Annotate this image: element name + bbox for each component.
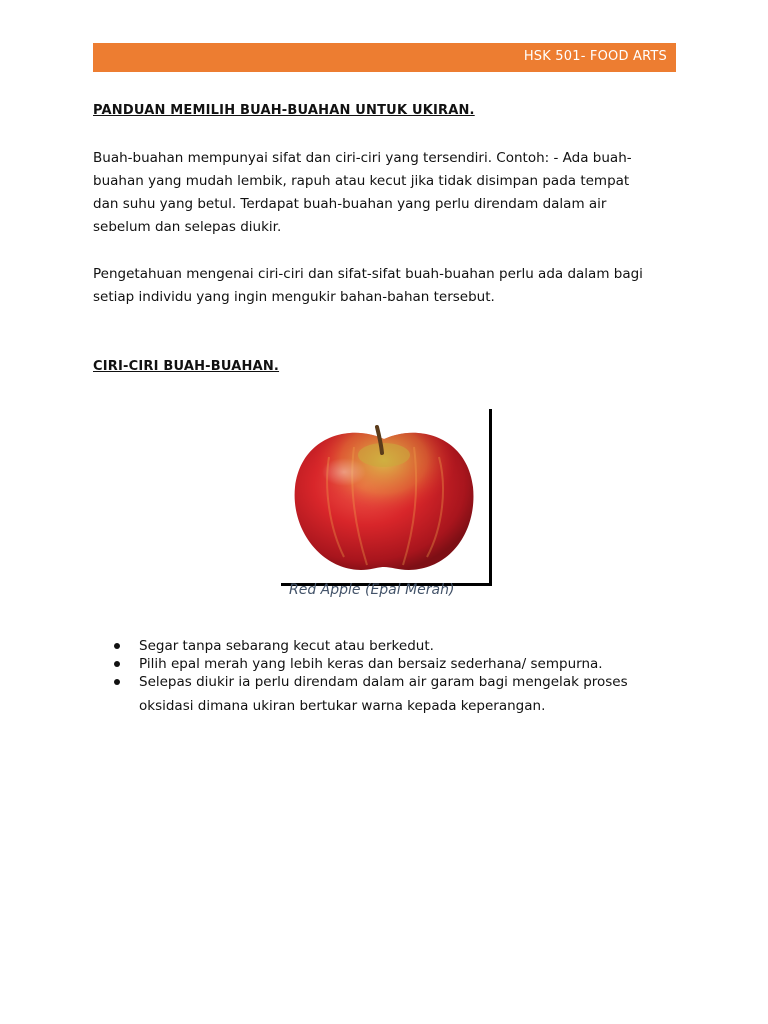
bullet-icon: [114, 643, 120, 649]
paragraph-knowledge: [93, 263, 683, 309]
paragraph-line: dan suhu yang betul. Terdapat buah-buahan yang perlu direndam dalam air: [93, 196, 607, 212]
list-item: [114, 637, 674, 655]
bullet-icon: [114, 661, 120, 667]
header-bar: [93, 43, 676, 72]
list-item-text: Selepas diukir ia perlu direndam dalam air garam bagi mengelak proses: [139, 674, 628, 690]
apple-figure: [281, 409, 491, 585]
characteristics-list: [114, 637, 674, 715]
list-item-text: oksidasi dimana ukiran bertukar warna kepada keperangan.: [139, 698, 546, 714]
header-title: HSK 501- FOOD ARTS: [523, 49, 667, 64]
paragraph-line: buahan yang mudah lembik, rapuh atau kecut jika tidak disimpan pada tempat: [93, 173, 630, 189]
paragraph-line: Pengetahuan mengenai ciri-ciri dan sifat-sifat buah-buahan perlu ada dalam bagi: [93, 266, 643, 282]
figure-caption: Red Apple (Epal Merah): [289, 582, 455, 598]
paragraph-line: setiap individu yang ingin mengukir bahan-bahan tersebut.: [93, 289, 495, 305]
paragraph-line: Buah-buahan mempunyai sifat dan ciri-ciri yang tersendiri. Contoh: - Ada buah-: [93, 150, 632, 166]
list-item-text: Pilih epal merah yang lebih keras dan bersaiz sederhana/ sempurna.: [139, 656, 603, 672]
red-apple-image: [289, 417, 479, 577]
bullet-icon: [114, 679, 120, 685]
paragraph-line: sebelum dan selepas diukir.: [93, 219, 282, 235]
section-heading-ciri: CIRI-CIRI BUAH-BUAHAN.: [93, 359, 280, 374]
section-heading-panduan: PANDUAN MEMILIH BUAH-BUAHAN UNTUK UKIRAN.: [93, 103, 475, 118]
list-item: [114, 655, 674, 673]
list-item-text: Segar tanpa sebarang kecut atau berkedut.: [139, 638, 434, 654]
list-item: [114, 673, 674, 715]
paragraph-intro: [93, 147, 683, 239]
